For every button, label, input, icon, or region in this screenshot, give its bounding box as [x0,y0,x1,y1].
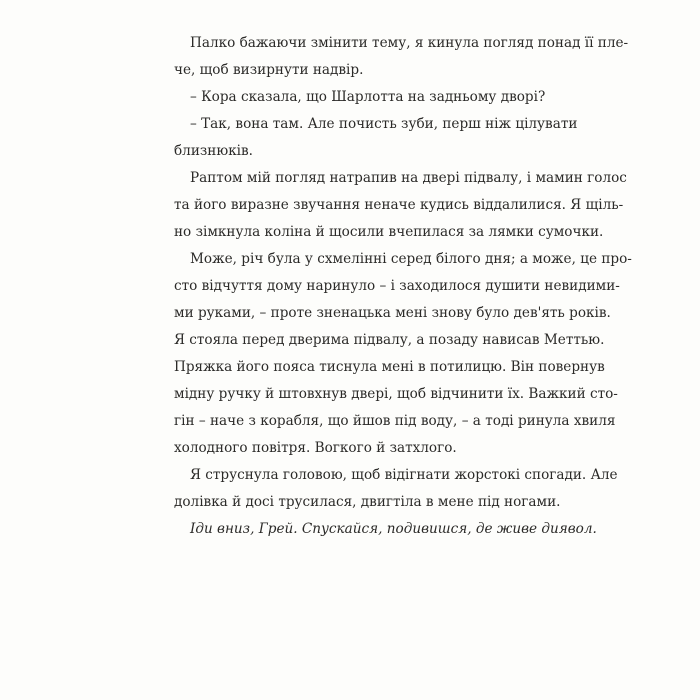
paragraph-7-line-1: Іди вниз, Грей. Спускайся, подивишся, де живе диявол. [190,521,597,537]
paragraph-4-line-2: та його виразне звучання неначе кудись віддалилися. Я щіль- [174,197,624,213]
paragraph-5-line-5: Пряжка його пояса тиснула мені в потилицю. Він повернув [174,359,605,375]
paragraph-6-line-1: Я струснула головою, щоб відігнати жорстокі спогади. Але [190,467,618,483]
paragraph-6-line-2: долівка й досі трусилася, двигтіла в мене під ногами. [174,494,561,510]
paragraph-5-line-6: мідну ручку й штовхнув двері, щоб відчинити їх. Важкий сто- [174,386,618,402]
paragraph-1-line-1: Палко бажаючи змінити тему, я кинула погляд понад її пле- [190,35,629,51]
paragraph-3-line-1: – Так, вона там. Але почисть зуби, перш ніж цілувати [190,116,578,132]
paragraph-2-line-1: – Кора сказала, що Шарлотта на задньому дворі? [190,89,546,105]
paragraph-5-line-1: Може, річ була у схмелінні серед білого дня; а може, це про- [190,251,632,267]
text-block [174,30,632,543]
paragraph-5-line-4: Я стояла перед дверима підвалу, а позаду нависав Меттью. [174,332,605,348]
paragraph-4-line-3: но зімкнула коліна й щосили вчепилася за лямки сумочки. [174,224,604,240]
paragraph-3-line-2: близнюків. [174,143,254,159]
paragraph-5-line-2: сто відчуття дому наринуло – і заходилося душити невидими- [174,278,620,294]
paragraph-4-line-1: Раптом мій погляд натрапив на двері підвалу, і мамин голос [190,170,627,186]
paragraph-5-line-3: ми руками, – проте зненацька мені знову було дев'ять років. [174,305,611,321]
paragraph-5-line-7: гін – наче з корабля, що йшов під воду, – а тоді ринула хвиля [174,413,616,429]
paragraph-1-line-2: че, щоб визирнути надвір. [174,62,364,78]
paragraph-5-line-8: холодного повітря. Вогкого й затхлого. [174,440,457,456]
